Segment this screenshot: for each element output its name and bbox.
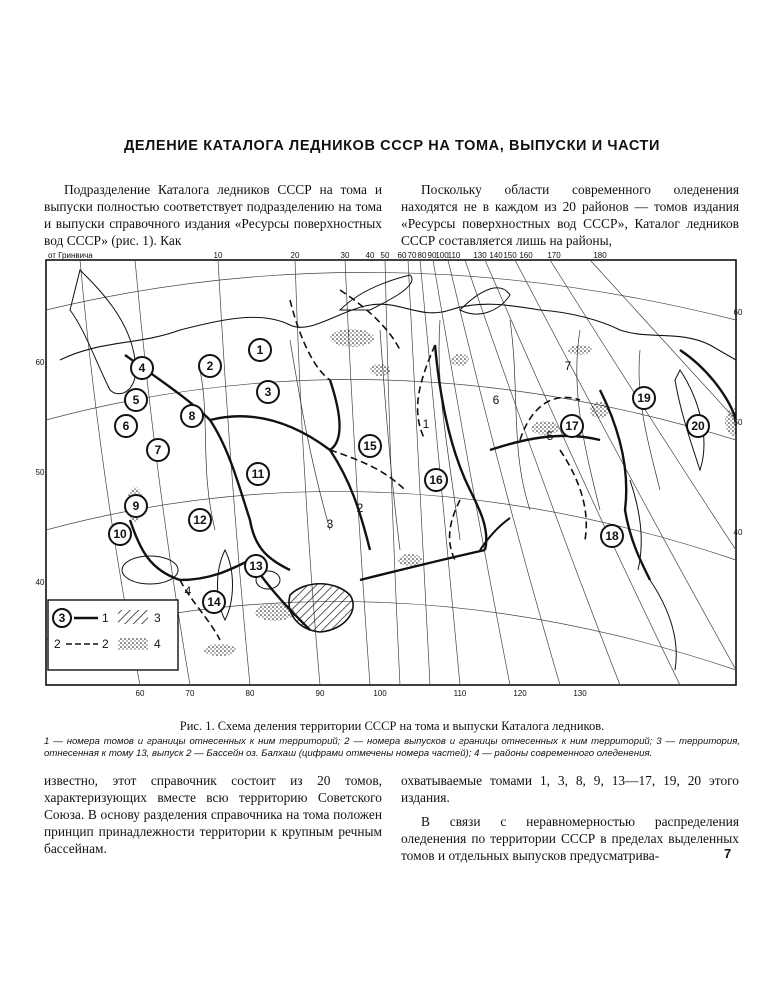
issue-number: 4 bbox=[184, 584, 192, 598]
legend-item-4-number: 4 bbox=[154, 637, 161, 651]
volume-number: 9 bbox=[132, 499, 140, 513]
figure-legend-text: 1 — номера томов и границы отнесенных к ним территорий; 2 — номера выпусков и границы отнесенных к ним территорий; 3 — территория, отнесенная к тому 13, выпуск 2 — Бассейн оз. Балхаш (цифрами отмечены номера частей); 4 — районы современного оледенения. bbox=[44, 736, 740, 759]
top-tick-label: 40 bbox=[365, 251, 375, 260]
volume-number: 6 bbox=[122, 419, 130, 433]
ussr-glacier-map-figure bbox=[35, 250, 743, 702]
top-tick-labels bbox=[214, 251, 608, 260]
volume-number: 10 bbox=[113, 527, 127, 541]
left-tick-label: 40 bbox=[35, 578, 45, 587]
paragraph: охватываемые томами 1, 3, 8, 9, 13—17, 19, 20 этого издания. bbox=[401, 773, 739, 805]
figure-caption: Рис. 1. Схема деления территории СССР на тома и выпуски Каталога ледников. bbox=[179, 719, 605, 733]
bottom-tick-label: 90 bbox=[315, 689, 325, 698]
bottom-tick-label: 100 bbox=[373, 689, 387, 698]
volume-number: 4 bbox=[138, 361, 146, 375]
northern-coastline bbox=[60, 304, 736, 360]
bottom-tick-label: 80 bbox=[245, 689, 255, 698]
volume-number: 20 bbox=[691, 419, 705, 433]
issue-number: 2 bbox=[356, 501, 364, 515]
greenwich-label: от Гринвича bbox=[48, 251, 93, 260]
volume-markers bbox=[109, 339, 709, 613]
top-tick-label: 140 bbox=[489, 251, 503, 260]
paragraph: В связи с неравномерностью распределения оледенения по территории СССР в пределах выделенных томов и отдельных выпусков предусматрива- bbox=[401, 814, 739, 863]
issue-number: 5 bbox=[546, 429, 554, 443]
text-column-top-left bbox=[44, 181, 382, 249]
bottom-tick-label: 120 bbox=[513, 689, 527, 698]
volume-number: 3 bbox=[264, 385, 272, 399]
top-tick-label: 10 bbox=[213, 251, 223, 260]
issue-number: 3 bbox=[326, 517, 334, 531]
volume-number: 8 bbox=[188, 409, 196, 423]
bottom-tick-label: 60 bbox=[135, 689, 145, 698]
top-tick-label: 50 bbox=[380, 251, 390, 260]
top-tick-label: 100 bbox=[435, 251, 449, 260]
issue-markers bbox=[185, 359, 572, 598]
top-tick-label: 130 bbox=[473, 251, 487, 260]
top-tick-label: 60 bbox=[397, 251, 407, 260]
top-tick-label: 110 bbox=[447, 251, 461, 260]
right-tick-label: 60 bbox=[733, 308, 743, 317]
map-legend bbox=[48, 600, 178, 670]
top-tick-label: 20 bbox=[290, 251, 300, 260]
balkhash-basin-area bbox=[289, 584, 353, 632]
paragraph: Поскольку области современного оледенения находятся не в каждом из 20 районов — томов издания «Ресурсы поверхностных вод СССР», Каталог ледников СССР составляется лишь на районы, bbox=[401, 182, 739, 248]
volume-number: 15 bbox=[363, 439, 377, 453]
legend-volume-symbol: 3 bbox=[58, 611, 66, 625]
legend-item-2-number: 2 bbox=[102, 637, 109, 651]
volume-number: 1 bbox=[256, 343, 264, 357]
volume-number: 11 bbox=[251, 467, 265, 481]
top-tick-label: 170 bbox=[547, 251, 561, 260]
bottom-tick-label: 110 bbox=[453, 689, 467, 698]
issue-number: 6 bbox=[492, 393, 500, 407]
legend-item-1-number: 1 bbox=[102, 611, 109, 625]
volume-number: 18 bbox=[605, 529, 619, 543]
volume-number: 2 bbox=[206, 359, 214, 373]
top-tick-label: 30 bbox=[340, 251, 350, 260]
volume-number: 16 bbox=[429, 473, 443, 487]
legend-item-3-number: 3 bbox=[154, 611, 161, 625]
bottom-tick-label: 70 bbox=[185, 689, 195, 698]
volume-number: 12 bbox=[193, 513, 207, 527]
legend-issue-symbol: 2 bbox=[54, 637, 61, 651]
left-tick-labels bbox=[36, 358, 45, 587]
paragraph: Подразделение Каталога ледников СССР на тома и выпуски полностью соответствует подразделению на тома и выпуски справочного издания «Ресурсы поверхностных вод СССР» (рис. 1). Как bbox=[44, 182, 382, 248]
volume-number: 5 bbox=[132, 393, 140, 407]
text-column-top-right bbox=[401, 181, 739, 249]
top-tick-label: 160 bbox=[519, 251, 533, 260]
volume-number: 14 bbox=[207, 595, 221, 609]
left-tick-label: 50 bbox=[35, 468, 45, 477]
bottom-tick-labels bbox=[136, 689, 588, 698]
bottom-tick-label: 130 bbox=[573, 689, 587, 698]
page-number: 7 bbox=[724, 846, 732, 861]
text-column-bottom-left bbox=[44, 772, 382, 857]
volume-number: 17 bbox=[565, 419, 579, 433]
paragraph: известно, этот справочник состоит из 20 томов, характеризующих вместе всю территорию Советского Союза. В основу разделения справочника на тома положен принцип принадлежности территории к крупным речным бассейнам. bbox=[44, 773, 382, 856]
volume-number: 7 bbox=[154, 443, 162, 457]
left-tick-label: 60 bbox=[35, 358, 45, 367]
volume-number: 13 bbox=[249, 559, 263, 573]
map-svg bbox=[35, 250, 743, 702]
top-tick-label: 80 bbox=[417, 251, 427, 260]
top-tick-label: 150 bbox=[503, 251, 517, 260]
right-tick-label: 40 bbox=[733, 528, 743, 537]
issue-number: 7 bbox=[564, 359, 572, 373]
text-column-bottom-right bbox=[401, 772, 739, 864]
top-tick-label: 70 bbox=[407, 251, 417, 260]
top-tick-label: 180 bbox=[593, 251, 607, 260]
top-tick-label: 90 bbox=[427, 251, 437, 260]
right-tick-label: 50 bbox=[733, 418, 743, 427]
volume-number: 19 bbox=[637, 391, 651, 405]
page-title: ДЕЛЕНИЕ КАТАЛОГА ЛЕДНИКОВ СССР НА ТОМА, ВЫПУСКИ И ЧАСТИ bbox=[123, 138, 661, 154]
right-tick-labels bbox=[734, 308, 743, 537]
issue-number: 1 bbox=[422, 417, 430, 431]
